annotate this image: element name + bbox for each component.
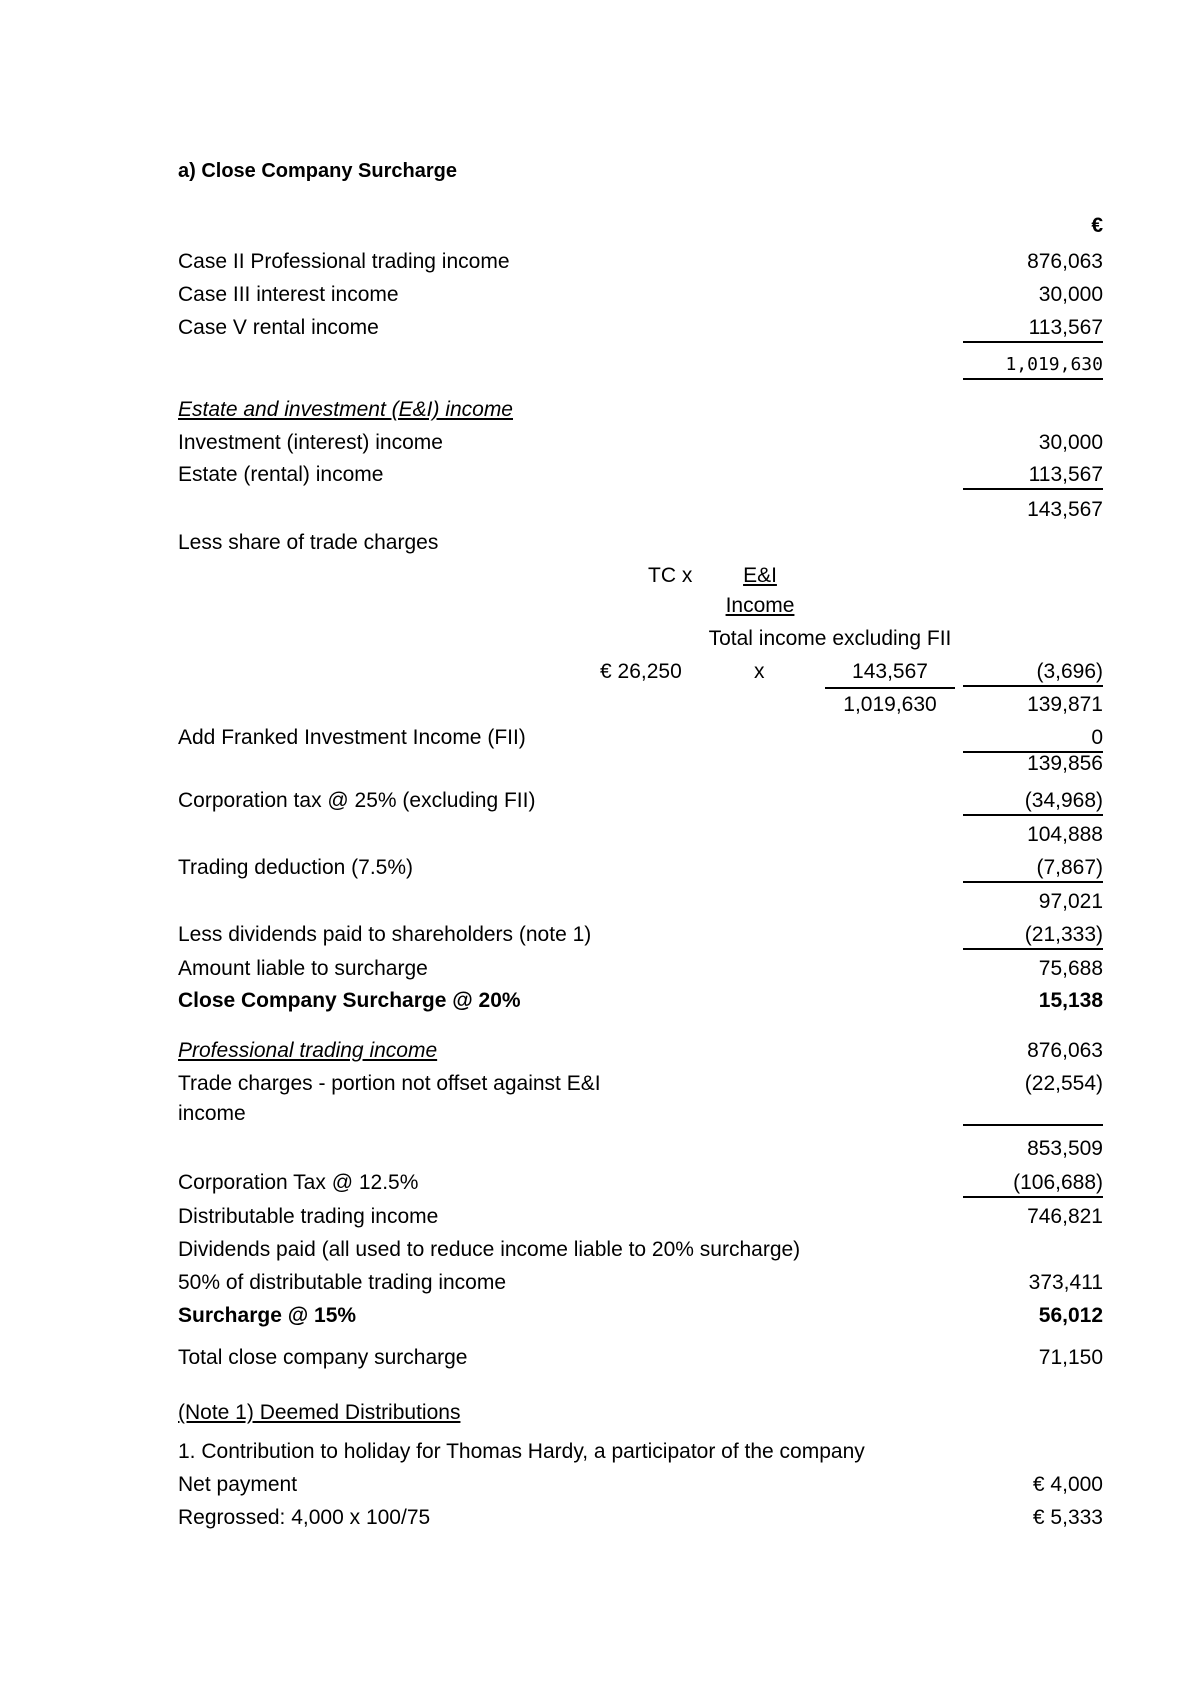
total-surcharge-value: 71,150 — [1038, 1346, 1103, 1369]
corp-tax-125-label: Corporation Tax @ 12.5% — [178, 1171, 419, 1194]
estate-value: 113,567 — [963, 462, 1103, 490]
surcharge20-value: 15,138 — [1038, 989, 1103, 1012]
half-label: 50% of distributable trading income — [178, 1271, 507, 1294]
trade-subtotal: 139,871 — [1027, 693, 1103, 716]
dividends-label: Less dividends paid to shareholders (note 1) — [178, 923, 592, 946]
prof-trade-charges-value: (22,554) — [1024, 1072, 1103, 1095]
total-surcharge-label: Total close company surcharge — [178, 1346, 468, 1369]
investment-value: 30,000 — [1038, 431, 1103, 454]
case2-label: Case II Professional trading income — [178, 250, 510, 273]
professional-value: 876,063 — [1027, 1039, 1103, 1062]
note1-title: (Note 1) Deemed Distributions — [178, 1401, 461, 1424]
prof-rule — [963, 1124, 1103, 1126]
dividends-value: (21,333) — [963, 922, 1103, 950]
ei-header-1: E&I — [743, 564, 777, 587]
case2-value: 876,063 — [1027, 250, 1103, 273]
estate-label: Estate (rental) income — [178, 463, 384, 486]
half-value: 373,411 — [1028, 1271, 1103, 1294]
case3-value: 30,000 — [1038, 283, 1103, 306]
trading-deduction-label: Trading deduction (7.5%) — [178, 856, 414, 879]
numerator-value: 143,567 — [852, 660, 928, 683]
tc-amount: € 26,250 — [600, 660, 682, 683]
surcharge15-value: 56,012 — [1038, 1304, 1103, 1327]
ei-title: Estate and investment (E&I) income — [178, 398, 513, 421]
trade-charges-label: Less share of trade charges — [178, 531, 439, 554]
distributable-label: Distributable trading income — [178, 1205, 439, 1228]
fii-total: 139,856 — [1027, 752, 1103, 775]
income-total: 1,019,630 — [963, 352, 1103, 380]
regrossed-label: Regrossed: 4,000 x 100/75 — [178, 1506, 431, 1529]
fraction-line — [825, 687, 955, 689]
corp-tax-125-value: (106,688) — [963, 1170, 1103, 1198]
case3-label: Case III interest income — [178, 283, 399, 306]
dividends-note: Dividends paid (all used to reduce income liable to 20% surcharge) — [178, 1238, 801, 1261]
corp-tax-25-subtotal: 104,888 — [1027, 823, 1103, 846]
times-sign: x — [754, 660, 765, 683]
surcharge15-label: Surcharge @ 15% — [178, 1304, 357, 1327]
corp-tax-25-value: (34,968) — [963, 788, 1103, 816]
ei-header-2: Income — [725, 594, 795, 617]
investment-label: Investment (interest) income — [178, 431, 443, 454]
surcharge20-label: Close Company Surcharge @ 20% — [178, 989, 521, 1012]
section-heading: a) Close Company Surcharge — [178, 160, 457, 182]
fii-value: 0 — [963, 725, 1103, 753]
fii-label: Add Franked Investment Income (FII) — [178, 726, 526, 749]
tc-label: TC x — [648, 564, 693, 587]
ei-total: 143,567 — [1027, 498, 1103, 521]
net-payment-value: € 4,000 — [1032, 1473, 1103, 1496]
professional-title: Professional trading income — [178, 1039, 438, 1062]
liable-label: Amount liable to surcharge — [178, 957, 428, 980]
distributable-value: 746,821 — [1027, 1205, 1103, 1228]
corp-tax-25-label: Corporation tax @ 25% (excluding FII) — [178, 789, 536, 812]
note1-item: 1. Contribution to holiday for Thomas Hardy, a participator of the company — [178, 1440, 865, 1463]
denominator-value: 1,019,630 — [843, 693, 937, 716]
net-payment-label: Net payment — [178, 1473, 298, 1496]
regrossed-value: € 5,333 — [1032, 1506, 1103, 1529]
prof-trade-charges-label-1: Trade charges - portion not offset against E&I — [178, 1072, 601, 1095]
trading-deduction-value: (7,867) — [963, 855, 1103, 883]
case5-value: 113,567 — [963, 315, 1103, 343]
deduction-value: (3,696) — [963, 659, 1103, 687]
case5-label: Case V rental income — [178, 316, 379, 339]
denominator-header: Total income excluding FII — [708, 627, 952, 650]
currency-header: € — [1091, 214, 1103, 237]
prof-trade-charges-label-2: income — [178, 1102, 246, 1125]
prof-subtotal: 853,509 — [1027, 1137, 1103, 1160]
trading-deduction-subtotal: 97,021 — [1038, 890, 1103, 913]
liable-value: 75,688 — [1038, 957, 1103, 980]
